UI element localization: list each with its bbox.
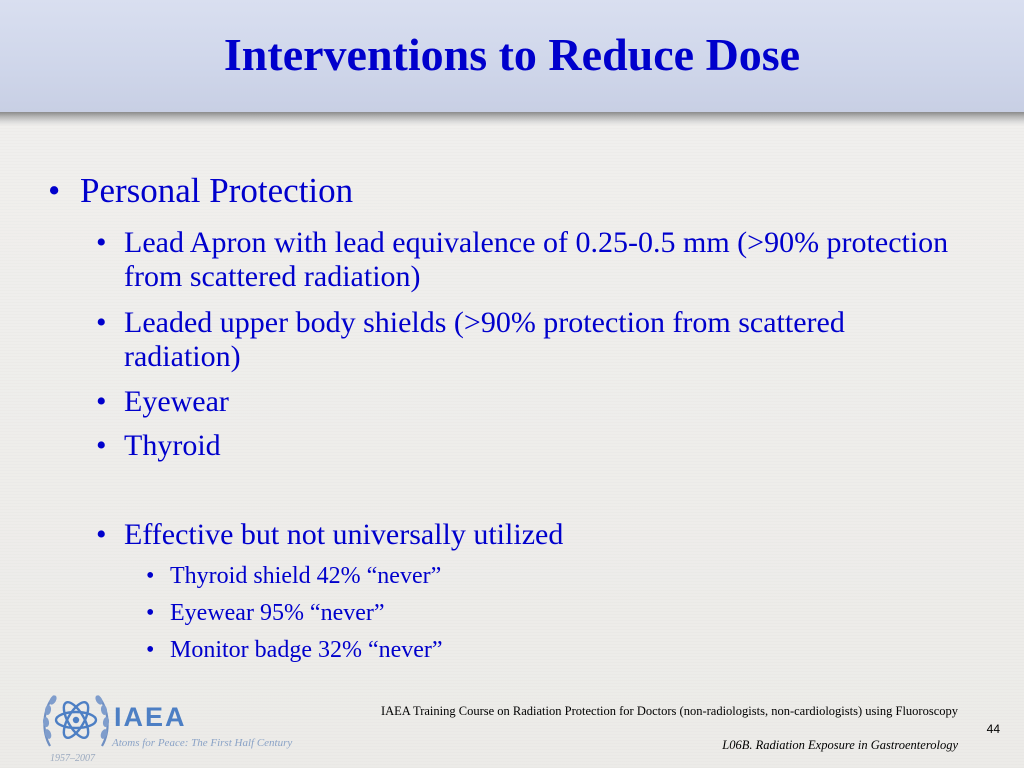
course-title: IAEA Training Course on Radiation Protection for Doctors (non-radiologists, non-cardiologists) using Fluoroscopy — [380, 704, 958, 718]
bullet-text: Effective but not universally utilized — [124, 518, 564, 551]
bullet-glyph: • — [96, 429, 107, 462]
iaea-tagline: Atoms for Peace: The First Half Century — [112, 737, 293, 749]
bullet-glyph: • — [96, 385, 107, 418]
page-number: 44 — [986, 722, 1000, 736]
bullet-text: Thyroid shield 42% “never” — [170, 563, 442, 589]
bullet-glyph: • — [48, 171, 61, 210]
bullet-glyph: • — [96, 518, 107, 551]
bullet-text: Leaded upper body shields (>90% protection from scattered radiation) — [124, 306, 845, 373]
bullet-glyph: • — [146, 600, 155, 626]
bullet-text: Thyroid — [124, 429, 221, 462]
bullet-text: Eyewear 95% “never” — [170, 600, 385, 626]
iaea-wordmark: IAEA — [114, 702, 187, 732]
bullet-glyph: • — [146, 637, 155, 663]
bullet-text: Personal Protection — [80, 171, 354, 210]
module-title: L06B. Radiation Exposure in Gastroenterology — [722, 738, 958, 752]
bullet-glyph: • — [96, 306, 107, 339]
bullet-glyph: • — [96, 226, 107, 259]
bullet-text: Monitor badge 32% “never” — [170, 637, 443, 663]
bullet-glyph: • — [146, 563, 155, 589]
bullet-text: Eyewear — [124, 385, 229, 418]
bullet-text: Lead Apron with lead equivalence of 0.25-0.5 mm (>90% protection from scattered radiation) — [124, 226, 949, 293]
iaea-years: 1957–2007 — [50, 753, 95, 764]
slide-title: Interventions to Reduce Dose — [223, 29, 801, 80]
title-band-shadow — [0, 112, 1024, 126]
